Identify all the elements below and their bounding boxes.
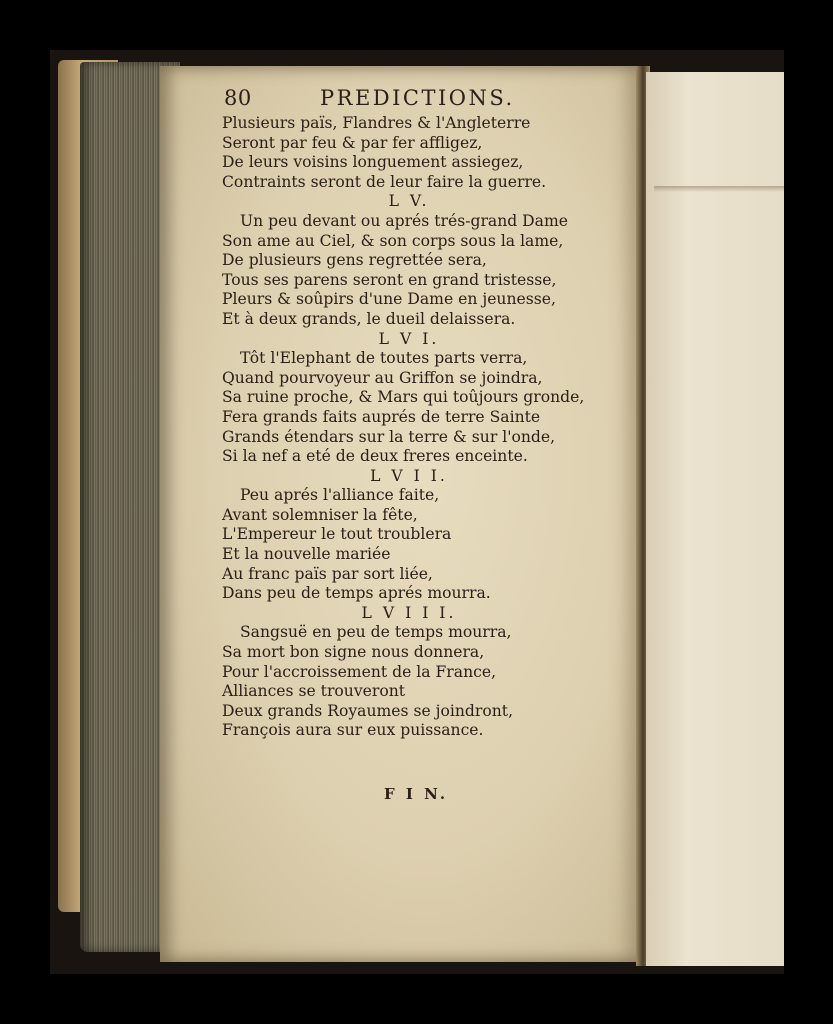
stanza-continued (222, 114, 622, 192)
page-text (222, 86, 622, 741)
verse-line: De plusieurs gens regrettée sera, (222, 251, 487, 270)
stanza-heading: L V I I I. (361, 603, 457, 622)
page-number: 80 (224, 86, 252, 110)
verse-line: Si la nef a eté de deux freres enceinte. (222, 447, 528, 466)
running-head (222, 86, 622, 114)
verse-line: Grands étendars sur la terre & sur l'onde, (222, 427, 556, 446)
verse-line: Dans peu de temps aprés mourra. (222, 584, 491, 603)
ending-text: F I N. (384, 785, 449, 803)
stanza-lv (222, 192, 622, 329)
stanza-lvi (222, 330, 622, 467)
verse-line: Plusieurs païs, Flandres & l'Angleterre (222, 114, 531, 132)
verse-line: Quand pourvoyeur au Griffon se joindra, (222, 368, 543, 387)
page-title: PREDICTIONS. (320, 86, 515, 110)
right-page-crease (654, 186, 784, 192)
right-page (646, 72, 784, 966)
verse-line: Fera grands faits auprés de terre Sainte (222, 407, 541, 426)
verse-line: De leurs voisins longuement assiegez, (222, 153, 524, 172)
stanza-lvii (222, 467, 622, 604)
verse-line: Et la nouvelle mariée (222, 545, 391, 564)
verse-line: Tous ses parens seront en grand tristesse, (222, 270, 557, 289)
verse-line: L'Empereur le tout troublera (222, 525, 452, 544)
verse-line: Alliances se trouveront (222, 682, 406, 701)
stanza-lviii (222, 604, 622, 741)
verse-line: Deux grands Royaumes se joindront, (222, 701, 514, 720)
verse-line: Et à deux grands, le dueil delaissera. (222, 309, 516, 328)
verse-line: Seront par feu & par fer affligez, (222, 133, 483, 152)
verse-line: Sa mort bon signe nous donnera, (222, 643, 485, 662)
verse-line: Pleurs & soûpirs d'une Dame en jeunesse, (222, 290, 556, 309)
verse-line: Au franc païs par sort liée, (222, 564, 433, 583)
verse-line: Son ame au Ciel, & son corps sous la lame, (222, 231, 564, 250)
verse-line: Sa ruine proche, & Mars qui toûjours gronde, (222, 388, 585, 407)
stanza-heading: L V. (388, 192, 430, 211)
verse-line: Pour l'accroissement de la France, (222, 662, 497, 681)
stanza-heading: L V I I. (370, 466, 448, 485)
verse-line: Contraints seront de leur faire la guerre. (222, 172, 547, 191)
verse-line: Sangsuë en peu de temps mourra, (240, 623, 512, 642)
verse-line: François aura sur eux puissance. (222, 721, 484, 740)
verse-line: Tôt l'Elephant de toutes parts verra, (240, 349, 528, 368)
verse-line: Un peu devant ou aprés trés-grand Dame (240, 211, 568, 230)
stanza-heading: L V I. (378, 329, 440, 348)
verse-line: Peu aprés l'alliance faite, (240, 486, 440, 505)
verse-line: Avant solemniser la fête, (222, 505, 418, 524)
